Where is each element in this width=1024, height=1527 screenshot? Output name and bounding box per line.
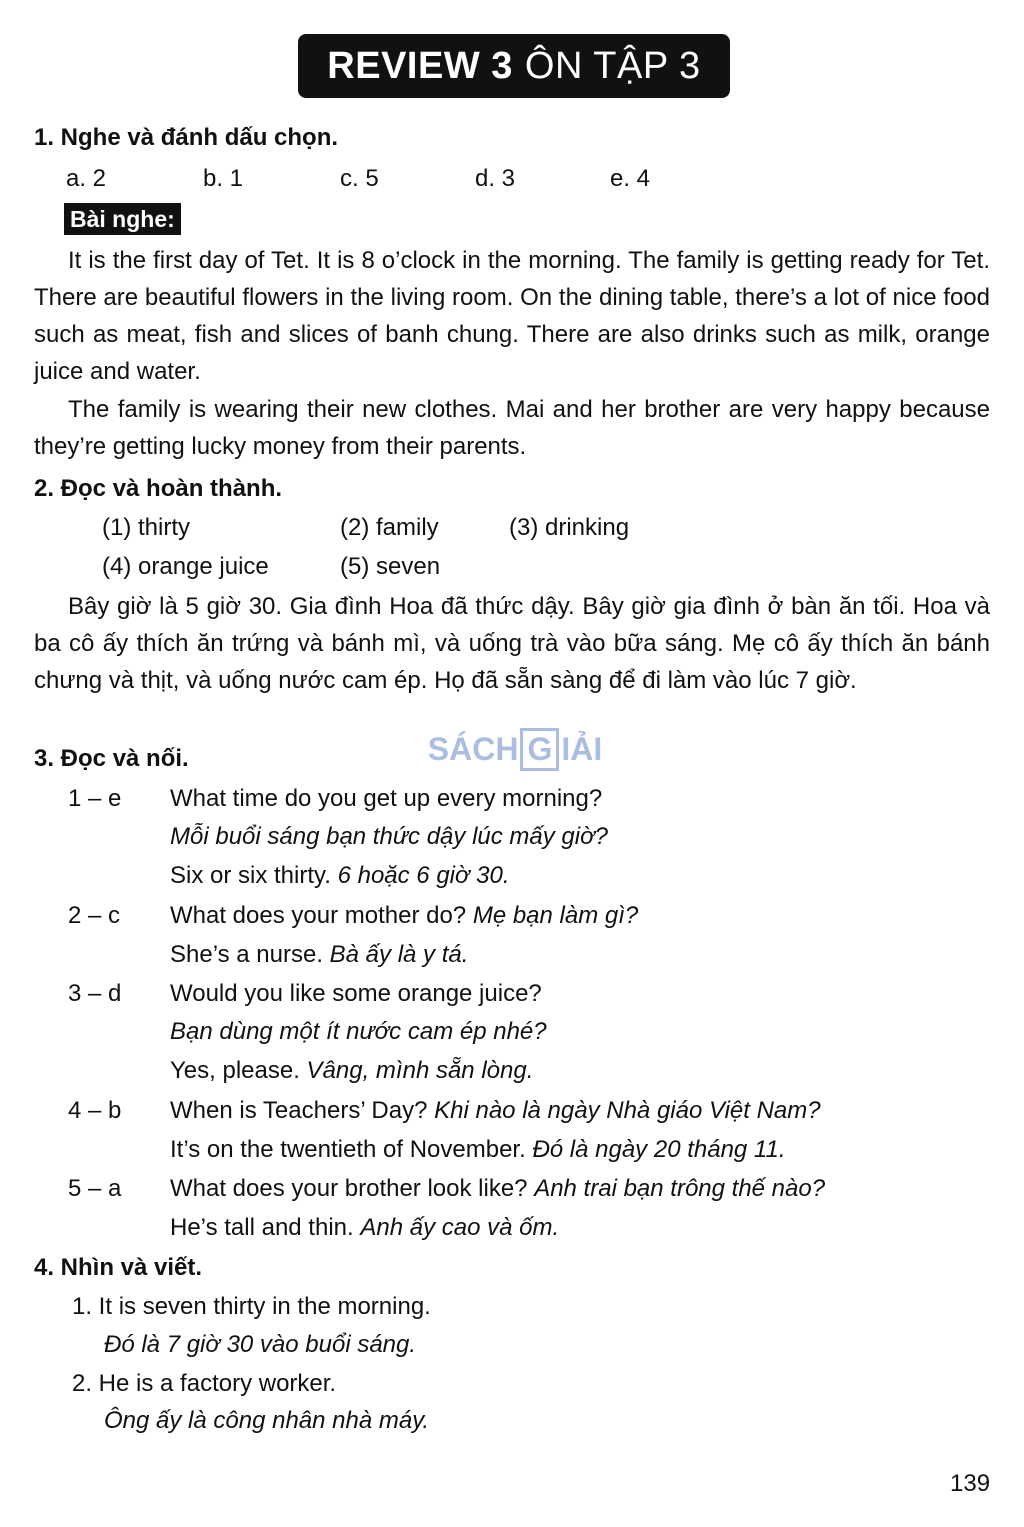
page-number: 139 bbox=[950, 1470, 991, 1497]
listening-paragraph-1: It is the first day of Tet. It is 8 o’clock in the morning. The family is getting ready for Tet. There are beautiful flowers in the living room. On the dining table, there’s a lot of nice food such as meat, fish and slices of banh chung. There are also drinks such as milk, orange juice and water. bbox=[34, 247, 990, 385]
match-key-2: 2 – c bbox=[68, 902, 121, 929]
match-3-line2: Bạn dùng một ít nước cam ép nhé? bbox=[170, 1018, 547, 1045]
s2-answer-1: (1) thirty bbox=[102, 514, 191, 541]
reading-paragraph: Bây giờ là 5 giờ 30. Gia đình Hoa đã thức dậy. Bây giờ gia đình ở bàn ăn tối. Hoa và ba cô ấy thích ăn trứng và bánh mì, và uống trà vào bữa sáng. Mẹ cô ấy thích ăn bánh chưng và thịt, và uống nước cam ép. Họ đã sẵn sàng để đi làm vào lúc 7 giờ. bbox=[34, 593, 990, 694]
write-2-vi: Ông ấy là công nhân nhà máy. bbox=[104, 1407, 430, 1434]
section3-heading: 3. Đọc và nối. bbox=[34, 745, 189, 772]
page-title bbox=[298, 34, 730, 98]
watermark-right: IẢI bbox=[561, 730, 603, 767]
s2-answer-4: (4) orange juice bbox=[102, 553, 269, 580]
section1-heading: 1. Nghe và đánh dấu chọn. bbox=[34, 124, 339, 151]
s1-answer-e: e. 4 bbox=[610, 165, 651, 192]
match-2-line1: What does your mother do? Mẹ bạn làm gì? bbox=[170, 902, 639, 929]
title-bold: REVIEW 3 bbox=[327, 44, 513, 87]
watermark-logo bbox=[410, 714, 620, 784]
s1-answer-d: d. 3 bbox=[475, 165, 516, 192]
match-3-line3: Yes, please. Vâng, mình sẵn lòng. bbox=[170, 1057, 534, 1084]
s2-answer-3: (3) drinking bbox=[509, 514, 630, 541]
listening-paragraph-2: The family is wearing their new clothes. Mai and her brother are very happy because they’re getting lucky money from their parents. bbox=[34, 396, 990, 460]
match-1-line1: What time do you get up every morning? bbox=[170, 785, 603, 812]
watermark-mid: G bbox=[520, 728, 559, 771]
write-2-en: 2. He is a factory worker. bbox=[72, 1370, 337, 1397]
listening-tag: Bài nghe: bbox=[64, 203, 181, 235]
s1-answer-a: a. 2 bbox=[66, 165, 107, 192]
s1-answer-b: b. 1 bbox=[203, 165, 244, 192]
match-5-line2: He’s tall and thin. Anh ấy cao và ốm. bbox=[170, 1214, 560, 1241]
write-1-en: 1. It is seven thirty in the morning. bbox=[72, 1293, 431, 1320]
match-4-line1: When is Teachers’ Day? Khi nào là ngày Nhà giáo Việt Nam? bbox=[170, 1097, 821, 1124]
s2-answer-5: (5) seven bbox=[340, 553, 441, 580]
match-1-line2: Mỗi buổi sáng bạn thức dậy lúc mấy giờ? bbox=[170, 823, 608, 850]
title-rest: ÔN TẬP 3 bbox=[524, 44, 701, 87]
s1-answer-c: c. 5 bbox=[340, 165, 379, 192]
match-2-line2: She’s a nurse. Bà ấy là y tá. bbox=[170, 941, 469, 968]
match-key-5: 5 – a bbox=[68, 1175, 122, 1202]
match-3-line1: Would you like some orange juice? bbox=[170, 980, 542, 1007]
match-1-line3: Six or six thirty. 6 hoặc 6 giờ 30. bbox=[170, 862, 510, 889]
watermark-left: SÁCH bbox=[427, 730, 519, 767]
s2-answer-2: (2) family bbox=[340, 514, 439, 541]
match-key-4: 4 – b bbox=[68, 1097, 122, 1124]
match-key-1: 1 – e bbox=[68, 785, 122, 812]
match-4-line2: It’s on the twentieth of November. Đó là ngày 20 tháng 11. bbox=[170, 1136, 786, 1163]
match-5-line1: What does your brother look like? Anh trai bạn trông thế nào? bbox=[170, 1175, 826, 1202]
section2-heading: 2. Đọc và hoàn thành. bbox=[34, 475, 283, 502]
write-1-vi: Đó là 7 giờ 30 vào buổi sáng. bbox=[104, 1331, 417, 1358]
match-key-3: 3 – d bbox=[68, 980, 122, 1007]
section4-heading: 4. Nhìn và viết. bbox=[34, 1254, 203, 1281]
